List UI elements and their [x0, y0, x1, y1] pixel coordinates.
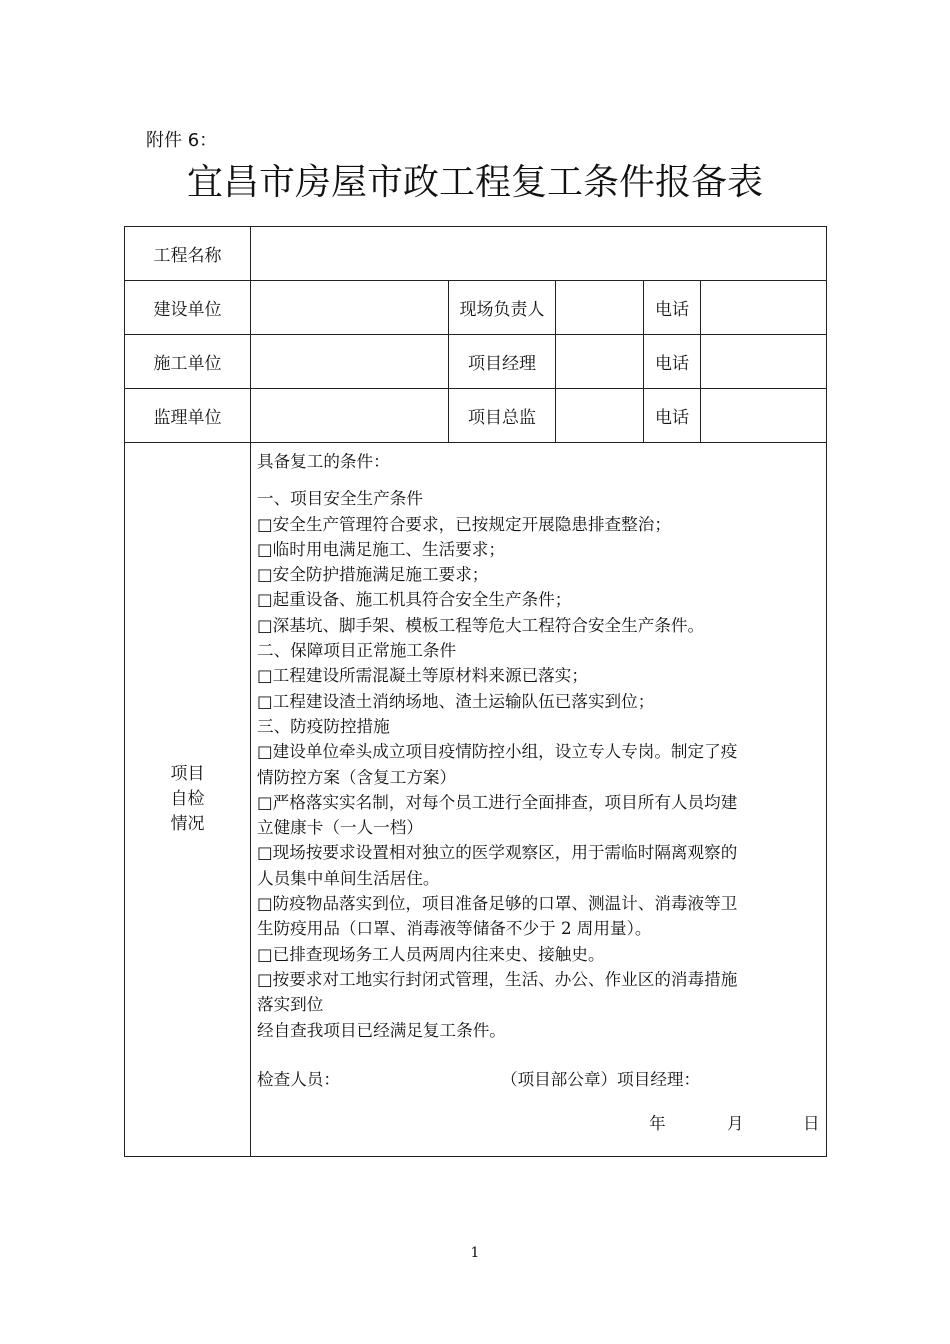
condition-line[interactable]: □深基坑、脚手架、模板工程等危大工程符合安全生产条件。 [257, 615, 705, 635]
self-check-label [125, 443, 251, 1157]
chief-supervisor-field[interactable] [556, 389, 644, 443]
condition-line: 人员集中单间生活居住。 [257, 868, 440, 888]
project-name-row [125, 227, 827, 281]
project-name-field[interactable] [251, 227, 827, 281]
self-check-label-line: 自检 [170, 789, 205, 809]
inspector-label: 检查人员： [257, 1069, 340, 1089]
condition-line: 落实到位 [257, 995, 324, 1015]
phone-field[interactable] [701, 389, 827, 443]
condition-line: 三、防疫防控措施 [257, 716, 390, 736]
condition-line: 立健康卡（一人一档） [257, 818, 423, 838]
project-manager-label: 项目经理 [449, 335, 556, 389]
supervision-unit-label: 监理单位 [125, 389, 251, 443]
phone-label: 电话 [644, 335, 701, 389]
condition-line[interactable]: □严格落实实名制，对每个员工进行全面排查，项目所有人员均建 [257, 792, 738, 812]
page-number: 1 [470, 1245, 480, 1261]
phone-field[interactable] [701, 281, 827, 335]
contractor-unit-row [125, 335, 827, 389]
condition-line[interactable]: □已排查现场务工人员两周内往来史、接触史。 [257, 944, 605, 964]
site-manager-label: 现场负责人 [449, 281, 556, 335]
contractor-unit-field[interactable] [251, 335, 449, 389]
condition-line[interactable]: □工程建设渣土消纳场地、渣土运输队伍已落实到位； [257, 691, 655, 711]
condition-line[interactable]: □起重设备、施工机具符合安全生产条件； [257, 590, 572, 610]
site-manager-field[interactable] [556, 281, 644, 335]
chief-supervisor-label: 项目总监 [449, 389, 556, 443]
condition-line: 生防疫用品（口罩、消毒液等储备不少于 2 周用量）。 [257, 919, 652, 939]
construction-unit-label: 建设单位 [125, 281, 251, 335]
phone-field[interactable] [701, 335, 827, 389]
self-check-content [251, 443, 827, 1157]
contractor-unit-label: 施工单位 [125, 335, 251, 389]
condition-line[interactable]: □安全生产管理符合要求，已按规定开展隐患排查整治； [257, 514, 671, 534]
conditions-heading: 具备复工的条件： [257, 452, 390, 471]
project-manager-field[interactable] [556, 335, 644, 389]
supervision-unit-field[interactable] [251, 389, 449, 443]
condition-line: 一、项目安全生产条件 [257, 489, 423, 509]
condition-line[interactable]: □安全防护措施满足施工要求； [257, 565, 489, 585]
day-label: 日 [803, 1113, 820, 1133]
condition-line[interactable]: □按要求对工地实行封闭式管理，生活、办公、作业区的消毒措施 [257, 969, 738, 989]
construction-unit-row [125, 281, 827, 335]
signature-row [257, 1067, 824, 1093]
phone-label: 电话 [644, 281, 701, 335]
project-name-label: 工程名称 [125, 227, 251, 281]
condition-line[interactable]: □建设单位牵头成立项目疫情防控小组，设立专人专岗。制定了疫 [257, 742, 738, 762]
page-title: 宜昌市房屋市政工程复工条件报备表 [186, 162, 763, 203]
self-check-label-line: 情况 [170, 814, 205, 834]
condition-line: 经自查我项目已经满足复工条件。 [257, 1020, 506, 1040]
condition-line[interactable]: □防疫物品落实到位，项目准备足够的口罩、测温计、消毒液等卫 [257, 894, 738, 914]
year-label: 年 [649, 1113, 666, 1133]
month-label: 月 [727, 1113, 744, 1133]
filing-form-table [124, 226, 827, 1157]
condition-line: 二、保障项目正常施工条件 [257, 641, 457, 661]
phone-label: 电话 [644, 389, 701, 443]
condition-line[interactable]: □现场按要求设置相对独立的医学观察区，用于需临时隔离观察的 [257, 843, 738, 863]
condition-line[interactable]: □工程建设所需混凝土等原材料来源已落实； [257, 666, 588, 686]
condition-line[interactable]: □临时用电满足施工、生活要求； [257, 539, 505, 559]
self-check-label-line: 项目 [170, 764, 205, 784]
manager-seal-label: （项目部公章）项目经理： [501, 1069, 701, 1089]
condition-line: 情防控方案（含复工方案） [257, 767, 457, 787]
attachment-label: 附件 6： [146, 130, 218, 151]
date-row [257, 1111, 824, 1137]
supervision-unit-row [125, 389, 827, 443]
construction-unit-field[interactable] [251, 281, 449, 335]
self-check-row [125, 443, 827, 1157]
